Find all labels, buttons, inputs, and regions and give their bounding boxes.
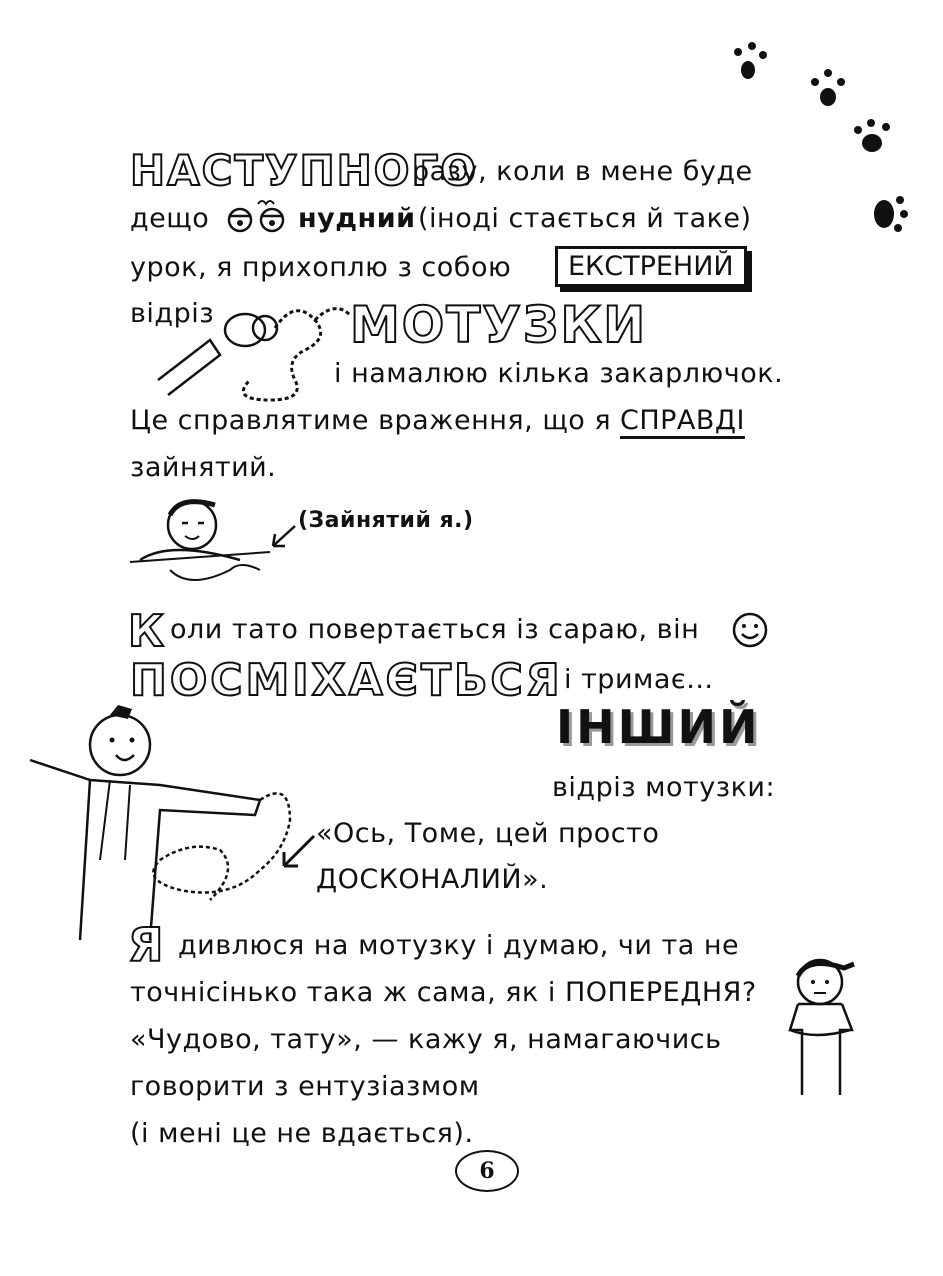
text-line: і тримає... xyxy=(564,664,714,695)
text-line: говорити з ентузіазмом xyxy=(130,1071,480,1102)
text-line: (іноді стається й таке) xyxy=(418,203,752,234)
drop-cap: К xyxy=(128,606,166,657)
text-line: оли тато повертається із сараю, він xyxy=(170,614,700,645)
text-line: урок, я прихоплю з собою xyxy=(130,252,512,283)
text-line: зайнятий. xyxy=(130,452,277,483)
text-line: відріз мотузки: xyxy=(552,772,776,803)
other-big-word: ІНШИЙ xyxy=(556,700,761,754)
text-line: і намалюю кілька закарлючок. xyxy=(334,358,784,389)
smiley-icon xyxy=(730,610,770,650)
text-line: відріз xyxy=(130,298,215,329)
text-line: точнісінько така ж сама, як і ПОПЕРЕДНЯ? xyxy=(130,977,757,1008)
hand-rope-drawing xyxy=(150,300,350,410)
caption: (Зайнятий я.) xyxy=(298,508,474,533)
busy-boy-drawing xyxy=(130,490,280,600)
page-number: 6 xyxy=(455,1150,519,1192)
arrow-icon xyxy=(272,830,322,880)
heading-word-next: НАСТУПНОГО xyxy=(130,146,478,195)
smiles-big-word: ПОСМІХАЄТЬСЯ xyxy=(130,655,563,706)
text-line: (і мені це не вдається). xyxy=(130,1118,474,1149)
text-line: ДОСКОНАЛИЙ». xyxy=(316,864,549,895)
text-line: дивлюся на мотузку і думаю, чи та не xyxy=(178,930,740,961)
rope-big-word: МОТУЗКИ xyxy=(350,296,648,354)
text-line: разу, коли в мене буде xyxy=(412,156,753,187)
text-line: «Чудово, тату», — кажу я, намагаючись xyxy=(130,1024,722,1055)
text-line: «Ось, Томе, цей просто xyxy=(316,818,660,849)
bored-eyes-icon xyxy=(222,196,292,236)
text-bold: нудний xyxy=(298,203,416,234)
text-underlined: СПРАВДІ xyxy=(620,405,745,439)
drop-cap: Я xyxy=(128,918,166,972)
text-line: Це справлятиме враження, що я xyxy=(130,405,612,436)
text-line: дещо xyxy=(130,203,210,234)
tom-drawing xyxy=(780,950,870,1100)
emergency-box: ЕКСТРЕНИЙ xyxy=(555,246,747,287)
